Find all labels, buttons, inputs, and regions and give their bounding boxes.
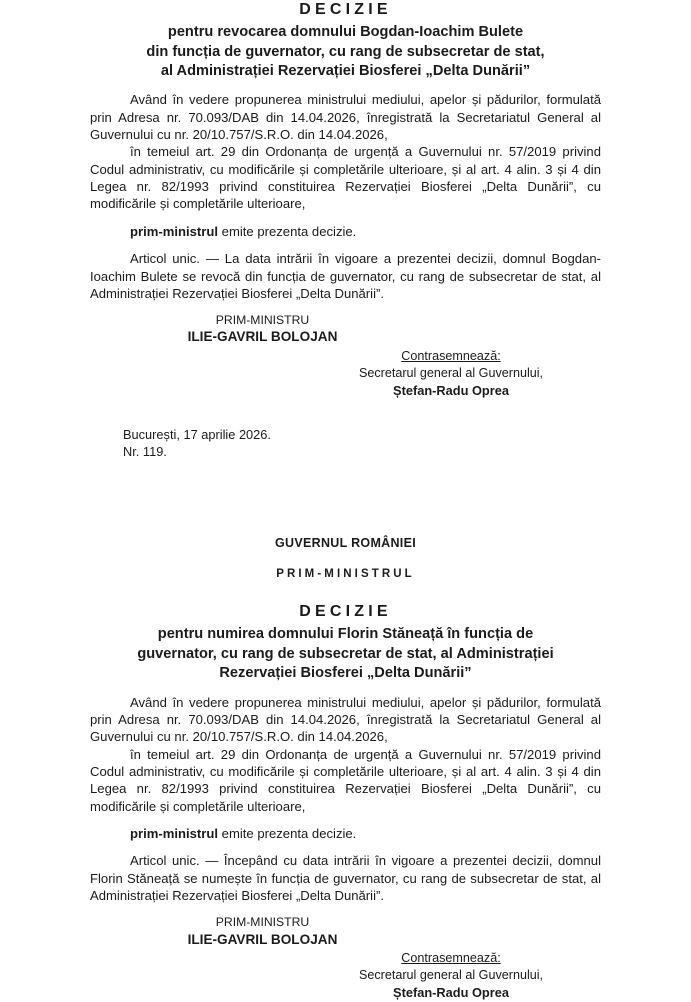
- article-label: Articol unic. —: [130, 251, 219, 267]
- spacer: [90, 684, 601, 694]
- government-header: GUVERNUL ROMÂNIEI: [275, 536, 416, 551]
- decision-title-line: pentru numirea domnului Florin Stăneață în funcția de: [157, 626, 534, 643]
- decision-title-line: Rezervației Biosferei „Delta Dunării”: [219, 665, 472, 682]
- countersign-name: Ștefan-Radu Oprea: [393, 985, 509, 1001]
- enacting-clause-rest: emite prezenta decizie.: [218, 223, 357, 239]
- preamble-paragraph-1: Având în vedere propunerea ministrului mediului, apelor și pădurilor, formulată prin Adresa nr. 70.093/DAB din 14.04.2026, înregistrată la Secretariatul General al Guvernului cu nr. 20/10.757/S.R.O. din 14.04.2026,: [90, 92, 601, 143]
- article-unique: [90, 250, 601, 302]
- countersignature: [301, 950, 601, 1001]
- decision-numire: [90, 536, 601, 1001]
- spacer: [90, 842, 601, 852]
- spacer: [90, 592, 601, 602]
- document-separator: [0, 460, 691, 536]
- decision-title-line: guvernator, cu rang de subsecretar de stat, al Administrației: [137, 645, 554, 662]
- spacer: [90, 582, 601, 592]
- spacer: [90, 213, 601, 223]
- prime-minister-role: PRIM-MINISTRU: [215, 313, 310, 328]
- prime-minister-signature: [90, 313, 435, 346]
- prime-minister-role: PRIM-MINISTRU: [215, 915, 310, 930]
- decision-title-line: pentru revocarea domnului Bogdan-Ioachim Bulete: [167, 24, 524, 41]
- article-body: La data intrării în vigoare a prezentei decizii, domnul Bogdan-Ioachim Bulete se revocă din funcția de guvernator, cu rang de subsecretar de stat, al Administrației Rezervației Biosferei „Delta Dunării”.: [90, 251, 602, 301]
- decision-title-line: al Administrației Rezervației Biosferei „Delta Dunării”: [160, 63, 531, 79]
- preamble-paragraph-2: în temeiul art. 29 din Ordonanța de urgență a Guvernului nr. 57/2019 privind Codul administrativ, cu modificările și completările ulterioare, și al art. 4 alin. 3 și 4 din Legea nr. 82/1993 privind constituirea Rezervației Biosferei „Delta Dunării”, cu modificările și completările ulterioare,: [90, 144, 601, 212]
- place-and-date: București, 17 aprilie 2026.: [123, 427, 271, 443]
- prime-minister-name: ILIE-GAVRIL BOLOJAN: [187, 329, 338, 345]
- decision-number: Nr. 119.: [123, 444, 167, 460]
- countersign-label: Contrasemnează:: [401, 349, 501, 364]
- signature-block: [90, 313, 601, 399]
- decision-kind-heading: DECIZIE: [299, 1, 392, 18]
- countersign-role: Secretarul general al Guvernului,: [358, 366, 544, 381]
- enacting-clause: [90, 223, 601, 240]
- enacting-clause-subject: prim-ministrul: [130, 826, 219, 842]
- enacting-clause-rest: emite prezenta decizie.: [218, 826, 357, 842]
- decision-revocare: [90, 0, 601, 460]
- spacer: [90, 240, 601, 250]
- prime-minister-header: PRIM-MINISTRUL: [276, 568, 415, 581]
- enacting-clause: [90, 825, 601, 842]
- preamble-paragraph-2: în temeiul art. 29 din Ordonanța de urgență a Guvernului nr. 57/2019 privind Codul administrativ, cu modificările și completările ulterioare, și al art. 4 alin. 3 și 4 din Legea nr. 82/1993 privind constituirea Rezervației Biosferei „Delta Dunării”, cu modificările și completările ulterioare,: [90, 746, 601, 814]
- spacer: [90, 815, 601, 825]
- countersign-name: Ștefan-Radu Oprea: [393, 383, 509, 399]
- decision-kind-heading: DECIZIE: [299, 603, 392, 621]
- countersignature: [301, 348, 601, 399]
- signature-block: [90, 915, 601, 1001]
- decision-title-line: din funcția de guvernator, cu rang de subsecretar de stat,: [146, 43, 545, 60]
- decision-title: [90, 23, 601, 81]
- preamble-paragraph-1: Având în vedere propunerea ministrului mediului, apelor și pădurilor, formulată prin Adresa nr. 70.093/DAB din 14.04.2026, înregistrată la Secretariatul General al Guvernului cu nr. 20/10.757/S.R.O. din 14.04.2026,: [90, 694, 601, 745]
- prime-minister-name: ILIE-GAVRIL BOLOJAN: [187, 931, 338, 947]
- prime-minister-signature: [90, 915, 435, 948]
- article-label: Articol unic. —: [130, 853, 219, 869]
- article-unique: [90, 852, 601, 904]
- spacer: [90, 81, 601, 91]
- enacting-clause-subject: prim-ministrul: [130, 223, 219, 239]
- countersign-role: Secretarul general al Guvernului,: [358, 968, 544, 983]
- article-body: Începând cu data intrării în vigoare a prezentei decizii, domnul Florin Stăneață se numește în funcția de guvernator, cu rang de subsecretar de stat, al Administrației Rezervației Biosferei „Delta Dunării”.: [90, 853, 602, 904]
- decision-title: [90, 625, 601, 683]
- countersign-label: Contrasemnează:: [401, 951, 501, 966]
